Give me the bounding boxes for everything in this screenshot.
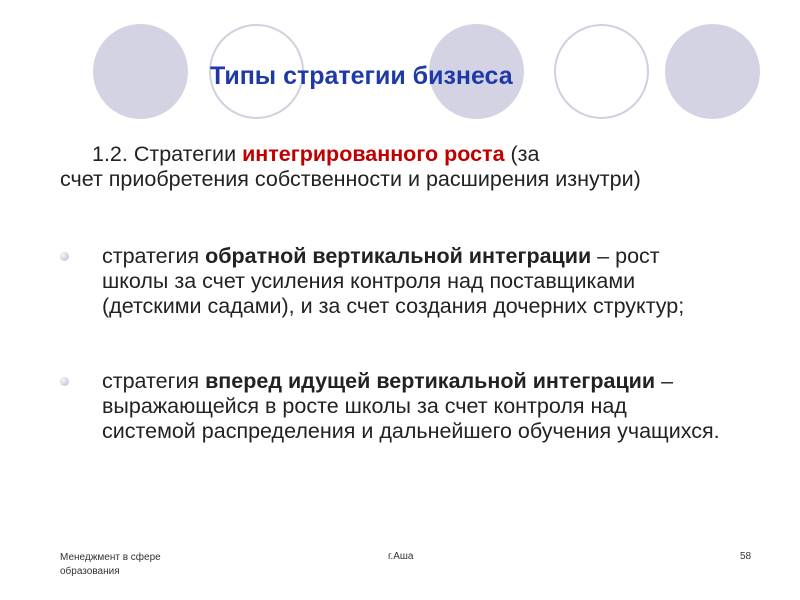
bullet-prefix: стратегия xyxy=(102,244,206,268)
intro-paragraph xyxy=(60,142,700,192)
decorative-circle-1 xyxy=(93,24,188,119)
bullet-item-1 xyxy=(60,244,720,319)
bullet-description: – рост школы за счет усиления контроля над поставщиками (детскими садами), и за счет создания дочерних структур; xyxy=(102,244,685,318)
footer-course-name: Менеджмент в сфере образования xyxy=(60,552,161,577)
intro-first-line xyxy=(60,142,700,167)
bullet-description: – выражающейся в росте школы за счет контроля над системой распределения и дальнейшего обучения учащихся. xyxy=(102,369,720,443)
bullet-text xyxy=(102,244,720,319)
intro-rest: счет приобретения собственности и расширения изнутри) xyxy=(60,167,641,191)
footer-page-number: 58 xyxy=(740,551,752,562)
intro-number: 1.2. Стратегии xyxy=(92,142,243,166)
bullet-dot-icon xyxy=(60,377,69,386)
bullet-bold-term: обратной вертикальной интеграции xyxy=(205,244,592,268)
decorative-circle-5 xyxy=(665,24,760,119)
intro-rest-line1: (за xyxy=(504,142,540,166)
intro-highlight: интегрированного роста xyxy=(242,142,505,166)
bullet-item-2 xyxy=(60,369,720,444)
bullet-dot-icon xyxy=(60,252,69,261)
bullet-bold-term: вперед идущей вертикальной интеграции xyxy=(205,369,656,393)
footer-location: г.Аша xyxy=(388,551,414,562)
bullet-text xyxy=(102,369,720,444)
slide-title: Типы стратегии бизнеса xyxy=(210,62,513,90)
bullet-prefix: стратегия xyxy=(102,369,206,393)
